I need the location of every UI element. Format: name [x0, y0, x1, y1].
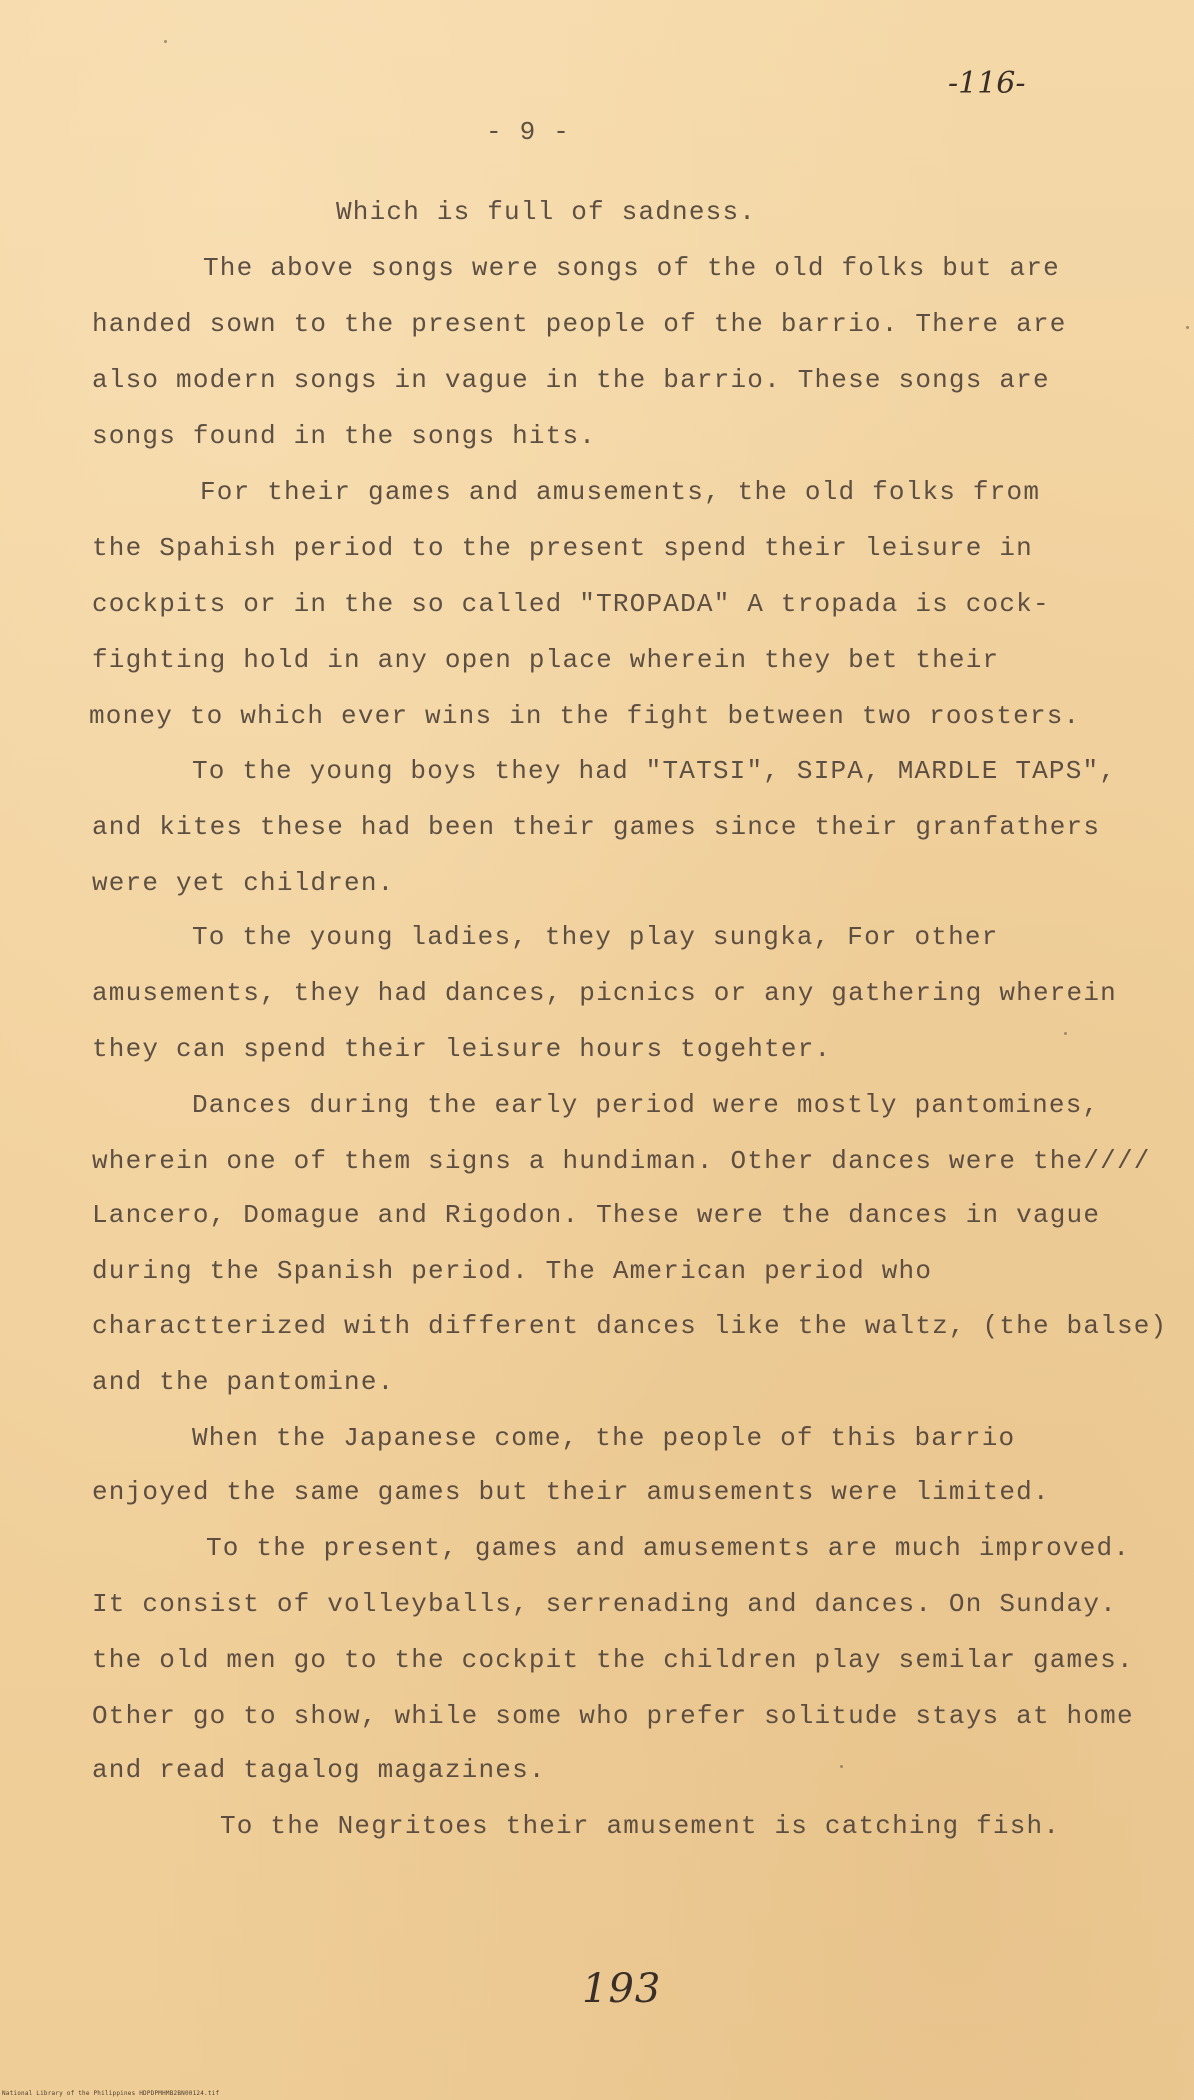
text-line: amusements, they had dances, picnics or any gathering wherein: [92, 978, 1117, 1008]
text-line: songs found in the songs hits.: [92, 421, 597, 451]
paper-speck: [1064, 1032, 1067, 1035]
text-line: To the young boys they had "TATSI", SIPA, MARDLE TAPS",: [192, 756, 1117, 786]
paper-speck: [164, 40, 167, 43]
text-line: also modern songs in vague in the barrio. These songs are: [92, 365, 1050, 395]
archive-page-number: -116-: [948, 66, 1026, 101]
text-line: The above songs were songs of the old folks but are: [203, 253, 1060, 283]
text-line: Other go to show, while some who prefer solitude stays at home: [92, 1701, 1134, 1731]
text-line: To the young ladies, they play sungka, For other: [192, 922, 999, 952]
text-line: To the present, games and amusements are much improved.: [206, 1533, 1131, 1563]
text-line: Lancero, Domague and Rigodon. These were the dances in vague: [92, 1200, 1101, 1230]
archive-footer: National Library of the Philippines HDPDPMHMB2BN00124.tif: [2, 2090, 220, 2097]
text-line: It consist of volleyballs, serrenading and dances. On Sunday.: [92, 1589, 1117, 1619]
text-line: wherein one of them signs a hundiman. Other dances were the////: [92, 1146, 1151, 1176]
typed-page-number: - 9 -: [486, 117, 571, 147]
text-line: When the Japanese come, the people of this barrio: [192, 1423, 1016, 1453]
text-line: and the pantomine.: [92, 1367, 395, 1397]
text-line: were yet children.: [92, 868, 395, 898]
text-line: To the Negritoes their amusement is catching fish.: [220, 1811, 1061, 1841]
text-line: fighting hold in any open place wherein they bet their: [92, 645, 1000, 675]
paper-speck: [840, 1765, 843, 1768]
text-line: the Spahish period to the present spend their leisure in: [92, 533, 1033, 563]
stamp-number: 193: [582, 1966, 662, 2012]
text-line: the old men go to the cockpit the children play semilar games.: [92, 1645, 1134, 1675]
text-line: For their games and amusements, the old folks from: [200, 477, 1041, 507]
text-line: money to which ever wins in the fight between two roosters.: [89, 701, 1081, 731]
text-line: during the Spanish period. The American period who: [92, 1256, 933, 1286]
text-line: Dances during the early period were mostly pantomines,: [192, 1090, 1100, 1120]
paper-speck: [1186, 326, 1189, 329]
text-line: handed sown to the present people of the barrio. There are: [92, 309, 1067, 339]
text-line: they can spend their leisure hours togehter.: [92, 1034, 832, 1064]
text-line: charactterized with different dances like the waltz, (the balse): [92, 1311, 1168, 1341]
text-line: cockpits or in the so called "TROPADA" A tropada is cock-: [92, 589, 1050, 619]
text-line: Which is full of sadness.: [336, 197, 757, 227]
text-line: and read tagalog magazines.: [92, 1755, 546, 1785]
text-line: and kites these had been their games since their granfathers: [92, 812, 1101, 842]
text-line: enjoyed the same games but their amusements were limited.: [92, 1477, 1050, 1507]
